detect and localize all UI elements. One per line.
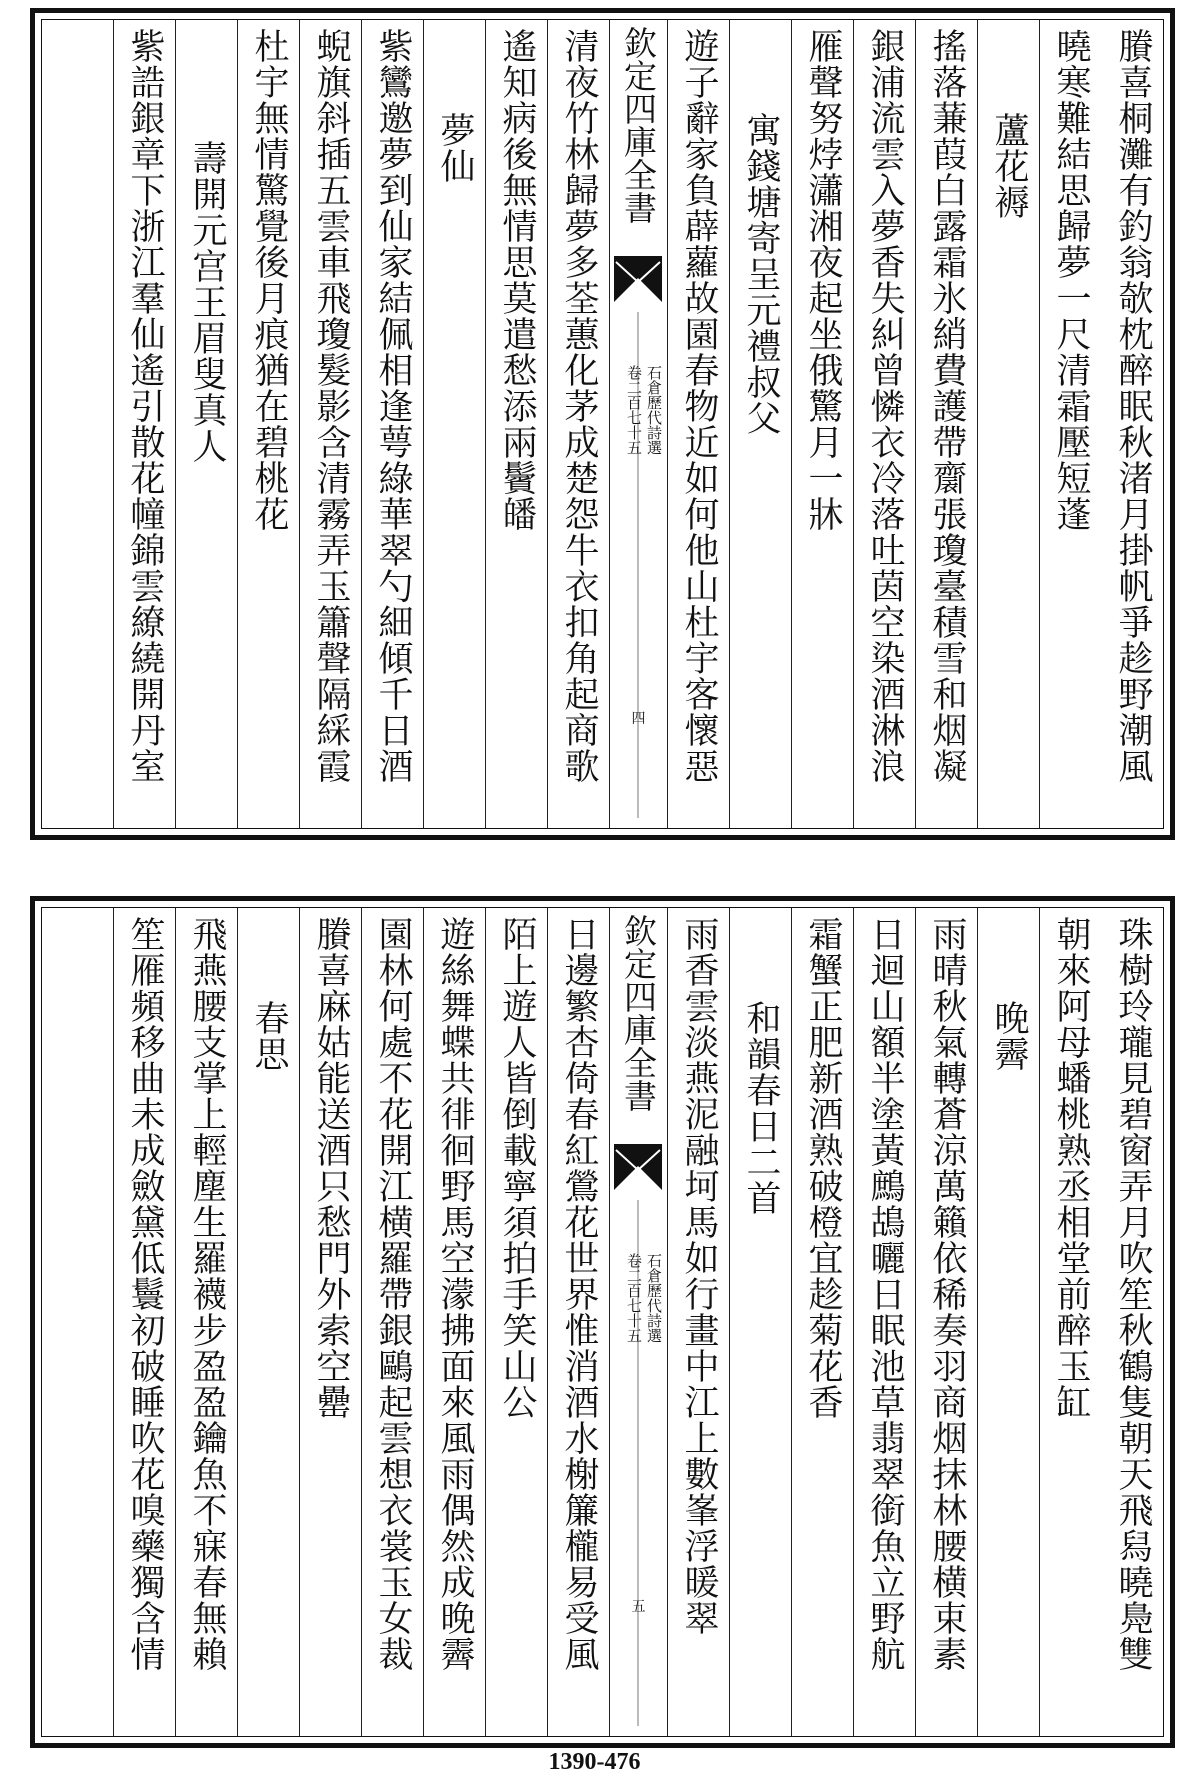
book-title: 欽定四庫全書 — [619, 914, 658, 1112]
center-margin — [609, 908, 667, 1736]
text-column: 雨晴秋氣轉蒼涼萬籟依稀奏羽商烟抹林腰横束素 — [915, 908, 977, 1736]
poem-title: 夢仙 — [423, 20, 485, 828]
text-column: 搖落蒹葭白露霜氷綃費護帶𪗋張瓊臺積雪和烟凝 — [915, 20, 977, 828]
text-column: 日邊繁杏倚春紅鶯花世界惟消酒水榭簾櫳易受風 — [547, 908, 609, 1736]
juan-number: 卷二百七十五 — [625, 365, 643, 455]
top-page-frame — [41, 19, 1164, 829]
text-column: 雨香雲淡燕泥融坷馬如行畫中江上數峯浮暖翠 — [667, 908, 729, 1736]
text-column: 日迴山額半塗黃鷓鴣曬日眠池草翡翠銜魚立野航 — [853, 908, 915, 1736]
bottom-page-frame — [41, 907, 1164, 1737]
page-number: 1390-476 — [548, 1749, 641, 1775]
text-column: 霜蟹正肥新酒熟破橙宜趁菊花香 — [791, 908, 853, 1736]
fishtail-mark-icon — [614, 256, 662, 304]
juan-number: 卷二百七十五 — [625, 1253, 643, 1343]
text-column: 紫鸞邀夢到仙家結佩相逢萼綠華翠勺細傾千日酒 — [361, 20, 423, 828]
text-column: 杜宇無情驚覺後月痕猶在碧桃花 — [237, 20, 299, 828]
text-column: 銀浦流雲入夢香失糾曾憐衣冷落吐茵空染酒淋浪 — [853, 20, 915, 828]
poem-title: 春思 — [237, 908, 299, 1736]
top-page — [30, 8, 1175, 840]
text-column: 遙知病後無情思莫遣愁添兩鬢皤 — [485, 20, 547, 828]
text-column: 賸喜麻姑能送酒只愁門外索空罍 — [299, 908, 361, 1736]
folio-number: 四 — [631, 711, 646, 727]
text-column: 曉寒難結思歸夢一尺清霜壓短蓬 — [1039, 20, 1101, 828]
anthology-title: 石倉歷代詩選 — [645, 365, 663, 455]
text-column: 遊絲舞蝶共徘徊野馬空濛拂面來風雨偶然成晚霽 — [423, 908, 485, 1736]
text-column: 朝來阿母蟠桃熟丞相堂前醉玉缸 — [1039, 908, 1101, 1736]
text-column: 飛燕腰支掌上輕塵生羅襪步盈盈鑰魚不寐春無賴 — [175, 908, 237, 1736]
bottom-page-columns — [42, 908, 1163, 1736]
text-column: 珠樹玲瓏見碧窗弄月吹笙秋鶴隻朝天飛舄曉鳧雙 — [1113, 916, 1153, 1672]
poem-title: 和韻春日二首 — [729, 908, 791, 1736]
text-column: 笙雁頻移曲未成斂黛低鬟初破睡吹花嗅藥獨含情 — [113, 908, 175, 1736]
text-column: 陌上遊人皆倒載寧須拍手笑山公 — [485, 908, 547, 1736]
poem-title: 晚霽 — [977, 908, 1039, 1736]
fishtail-mark-icon — [614, 1144, 662, 1192]
text-column: 園林何處不花開江横羅帶銀鷗起雲想衣裳玉女裁 — [361, 908, 423, 1736]
book-title: 欽定四庫全書 — [619, 26, 658, 224]
text-column: 雁聲努㶿瀟湘夜起坐俄驚月一牀 — [791, 20, 853, 828]
poem-title: 壽開元宫王眉叟真人 — [175, 20, 237, 828]
text-column: 清夜竹林歸夢多荃蕙化茅成楚怨牛衣扣角起商歌 — [547, 20, 609, 828]
text-column: 蜺旗斜插五雲車飛瓊髮影含清霧弄玉簫聲隔綵霞 — [299, 20, 361, 828]
center-margin — [609, 20, 667, 828]
anthology-title: 石倉歷代詩選 — [645, 1253, 663, 1343]
folio-number: 五 — [631, 1599, 646, 1615]
text-column: 紫誥銀章下浙江羣仙遙引散花幢錦雲繚繞開丹室 — [113, 20, 175, 828]
bottom-page — [30, 896, 1175, 1748]
poem-title: 蘆花褥 — [977, 20, 1039, 828]
text-column: 賸喜桐灘有釣翁欹枕醉眠秋渚月掛帆爭趁野潮風 — [1113, 28, 1153, 784]
top-page-columns — [42, 20, 1163, 828]
text-column: 遊子辭家負薜蘿故園春物近如何他山杜宇客懷惡 — [667, 20, 729, 828]
poem-title: 寓錢塘寄呈元禮叔父 — [729, 20, 791, 828]
